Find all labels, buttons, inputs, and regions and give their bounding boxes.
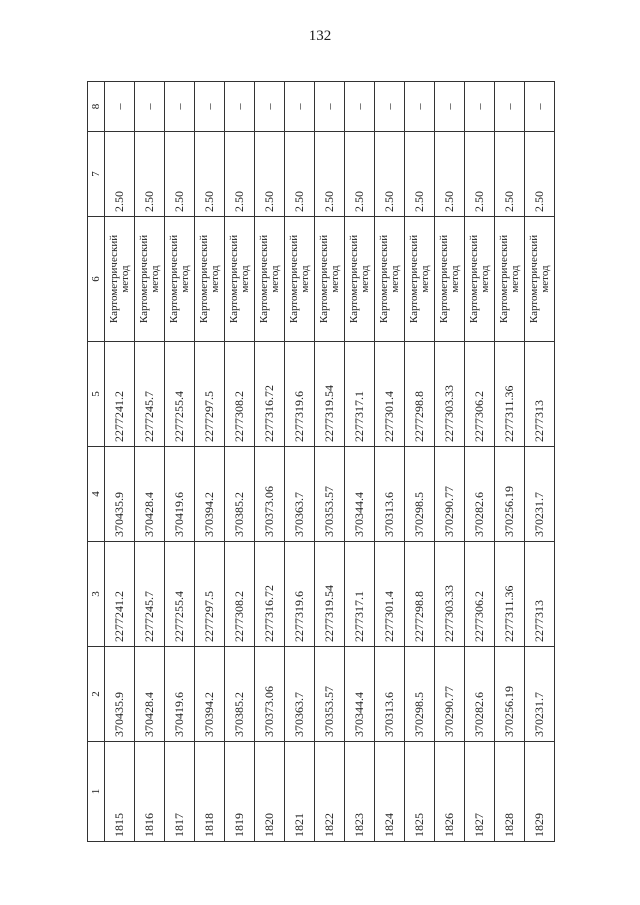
note-cell: – <box>525 82 555 132</box>
x-coordinate-2-cell: 370373.06 <box>255 447 285 542</box>
y-coordinate-cell: 2277255.4 <box>165 542 195 647</box>
table-row <box>225 82 255 842</box>
x-coordinate-cell: 370428.4 <box>135 647 165 742</box>
y-coordinate-2-cell: 2277316.72 <box>255 342 285 447</box>
x-coordinate-2-cell: 370298.5 <box>405 447 435 542</box>
accuracy-cell: 2.50 <box>195 132 225 217</box>
table-row <box>405 82 435 842</box>
x-coordinate-2-cell: 370419.6 <box>165 447 195 542</box>
determination-method-cell: Картометрический метод <box>285 217 315 342</box>
table-header <box>88 82 105 842</box>
x-coordinate-2-cell: 370394.2 <box>195 447 225 542</box>
x-coordinate-cell: 370353.57 <box>315 647 345 742</box>
x-coordinate-cell: 370231.7 <box>525 647 555 742</box>
x-coordinate-cell: 370344.4 <box>345 647 375 742</box>
point-number-cell: 1819 <box>225 742 255 842</box>
determination-method-cell: Картометрический метод <box>525 217 555 342</box>
note-cell: – <box>105 82 135 132</box>
point-number-cell: 1827 <box>465 742 495 842</box>
x-coordinate-cell: 370394.2 <box>195 647 225 742</box>
accuracy-cell: 2.50 <box>465 132 495 217</box>
x-coordinate-cell: 370385.2 <box>225 647 255 742</box>
x-coordinate-2-cell: 370344.4 <box>345 447 375 542</box>
determination-method-cell: Картометрический метод <box>225 217 255 342</box>
point-number-cell: 1821 <box>285 742 315 842</box>
column-header-1: 1 <box>88 742 105 842</box>
note-cell: – <box>135 82 165 132</box>
y-coordinate-2-cell: 2277303.33 <box>435 342 465 447</box>
column-header-6: 6 <box>88 217 105 342</box>
y-coordinate-2-cell: 2277319.6 <box>285 342 315 447</box>
point-number-cell: 1824 <box>375 742 405 842</box>
column-header-7: 7 <box>88 132 105 217</box>
y-coordinate-cell: 2277245.7 <box>135 542 165 647</box>
y-coordinate-cell: 2277319.54 <box>315 542 345 647</box>
table-row <box>375 82 405 842</box>
determination-method-cell: Картометрический метод <box>465 217 495 342</box>
y-coordinate-2-cell: 2277241.2 <box>105 342 135 447</box>
note-cell: – <box>375 82 405 132</box>
note-cell: – <box>435 82 465 132</box>
accuracy-cell: 2.50 <box>495 132 525 217</box>
y-coordinate-2-cell: 2277255.4 <box>165 342 195 447</box>
x-coordinate-cell: 370435.9 <box>105 647 135 742</box>
x-coordinate-cell: 370290.77 <box>435 647 465 742</box>
x-coordinate-2-cell: 370363.7 <box>285 447 315 542</box>
note-cell: – <box>495 82 525 132</box>
point-number-cell: 1820 <box>255 742 285 842</box>
y-coordinate-2-cell: 2277308.2 <box>225 342 255 447</box>
determination-method-cell: Картометрический метод <box>255 217 285 342</box>
determination-method-cell: Картометрический метод <box>105 217 135 342</box>
page-number: 132 <box>308 28 332 44</box>
y-coordinate-cell: 2277308.2 <box>225 542 255 647</box>
y-coordinate-2-cell: 2277313 <box>525 342 555 447</box>
y-coordinate-2-cell: 2277319.54 <box>315 342 345 447</box>
accuracy-cell: 2.50 <box>405 132 435 217</box>
coordinates-table <box>87 81 555 842</box>
table-row <box>345 82 375 842</box>
determination-method-cell: Картометрический метод <box>345 217 375 342</box>
note-cell: – <box>315 82 345 132</box>
y-coordinate-cell: 2277241.2 <box>105 542 135 647</box>
determination-method-cell: Картометрический метод <box>495 217 525 342</box>
table-row <box>105 82 135 842</box>
x-coordinate-2-cell: 370385.2 <box>225 447 255 542</box>
x-coordinate-2-cell: 370435.9 <box>105 447 135 542</box>
table-row <box>315 82 345 842</box>
determination-method-cell: Картометрический метод <box>315 217 345 342</box>
point-number-cell: 1828 <box>495 742 525 842</box>
y-coordinate-cell: 2277316.72 <box>255 542 285 647</box>
point-number-cell: 1817 <box>165 742 195 842</box>
note-cell: – <box>405 82 435 132</box>
table-row <box>525 82 555 842</box>
accuracy-cell: 2.50 <box>105 132 135 217</box>
header-row <box>88 82 105 842</box>
x-coordinate-2-cell: 370290.77 <box>435 447 465 542</box>
accuracy-cell: 2.50 <box>435 132 465 217</box>
x-coordinate-2-cell: 370256.19 <box>495 447 525 542</box>
point-number-cell: 1829 <box>525 742 555 842</box>
point-number-cell: 1823 <box>345 742 375 842</box>
note-cell: – <box>225 82 255 132</box>
y-coordinate-2-cell: 2277317.1 <box>345 342 375 447</box>
table-row <box>255 82 285 842</box>
y-coordinate-cell: 2277313 <box>525 542 555 647</box>
accuracy-cell: 2.50 <box>525 132 555 217</box>
x-coordinate-cell: 370363.7 <box>285 647 315 742</box>
accuracy-cell: 2.50 <box>345 132 375 217</box>
x-coordinate-2-cell: 370428.4 <box>135 447 165 542</box>
column-header-5: 5 <box>88 342 105 447</box>
accuracy-cell: 2.50 <box>255 132 285 217</box>
note-cell: – <box>165 82 195 132</box>
column-header-3: 3 <box>88 542 105 647</box>
x-coordinate-cell: 370256.19 <box>495 647 525 742</box>
point-number-cell: 1825 <box>405 742 435 842</box>
x-coordinate-2-cell: 370282.6 <box>465 447 495 542</box>
point-number-cell: 1822 <box>315 742 345 842</box>
table-row <box>435 82 465 842</box>
determination-method-cell: Картометрический метод <box>195 217 225 342</box>
x-coordinate-cell: 370373.06 <box>255 647 285 742</box>
y-coordinate-cell: 2277317.1 <box>345 542 375 647</box>
table-row <box>165 82 195 842</box>
accuracy-cell: 2.50 <box>375 132 405 217</box>
y-coordinate-2-cell: 2277298.8 <box>405 342 435 447</box>
note-cell: – <box>465 82 495 132</box>
coordinates-table-container <box>87 82 551 842</box>
point-number-cell: 1816 <box>135 742 165 842</box>
note-cell: – <box>255 82 285 132</box>
column-header-4: 4 <box>88 447 105 542</box>
x-coordinate-cell: 370298.5 <box>405 647 435 742</box>
point-number-cell: 1818 <box>195 742 225 842</box>
point-number-cell: 1815 <box>105 742 135 842</box>
determination-method-cell: Картометрический метод <box>375 217 405 342</box>
table-row <box>195 82 225 842</box>
y-coordinate-cell: 2277301.4 <box>375 542 405 647</box>
note-cell: – <box>195 82 225 132</box>
accuracy-cell: 2.50 <box>315 132 345 217</box>
y-coordinate-cell: 2277319.6 <box>285 542 315 647</box>
y-coordinate-cell: 2277298.8 <box>405 542 435 647</box>
y-coordinate-cell: 2277297.5 <box>195 542 225 647</box>
determination-method-cell: Картометрический метод <box>165 217 195 342</box>
determination-method-cell: Картометрический метод <box>435 217 465 342</box>
table-body <box>105 82 555 842</box>
table-row <box>135 82 165 842</box>
x-coordinate-2-cell: 370231.7 <box>525 447 555 542</box>
x-coordinate-2-cell: 370353.57 <box>315 447 345 542</box>
accuracy-cell: 2.50 <box>165 132 195 217</box>
table-row <box>465 82 495 842</box>
y-coordinate-cell: 2277303.33 <box>435 542 465 647</box>
point-number-cell: 1826 <box>435 742 465 842</box>
y-coordinate-cell: 2277311.36 <box>495 542 525 647</box>
y-coordinate-2-cell: 2277297.5 <box>195 342 225 447</box>
y-coordinate-2-cell: 2277245.7 <box>135 342 165 447</box>
y-coordinate-2-cell: 2277306.2 <box>465 342 495 447</box>
note-cell: – <box>285 82 315 132</box>
x-coordinate-2-cell: 370313.6 <box>375 447 405 542</box>
column-header-8: 8 <box>88 82 105 132</box>
determination-method-cell: Картометрический метод <box>135 217 165 342</box>
x-coordinate-cell: 370313.6 <box>375 647 405 742</box>
column-header-2: 2 <box>88 647 105 742</box>
note-cell: – <box>345 82 375 132</box>
determination-method-cell: Картометрический метод <box>405 217 435 342</box>
accuracy-cell: 2.50 <box>285 132 315 217</box>
y-coordinate-2-cell: 2277301.4 <box>375 342 405 447</box>
y-coordinate-cell: 2277306.2 <box>465 542 495 647</box>
table-row <box>285 82 315 842</box>
y-coordinate-2-cell: 2277311.36 <box>495 342 525 447</box>
table-row <box>495 82 525 842</box>
accuracy-cell: 2.50 <box>135 132 165 217</box>
x-coordinate-cell: 370282.6 <box>465 647 495 742</box>
x-coordinate-cell: 370419.6 <box>165 647 195 742</box>
accuracy-cell: 2.50 <box>225 132 255 217</box>
